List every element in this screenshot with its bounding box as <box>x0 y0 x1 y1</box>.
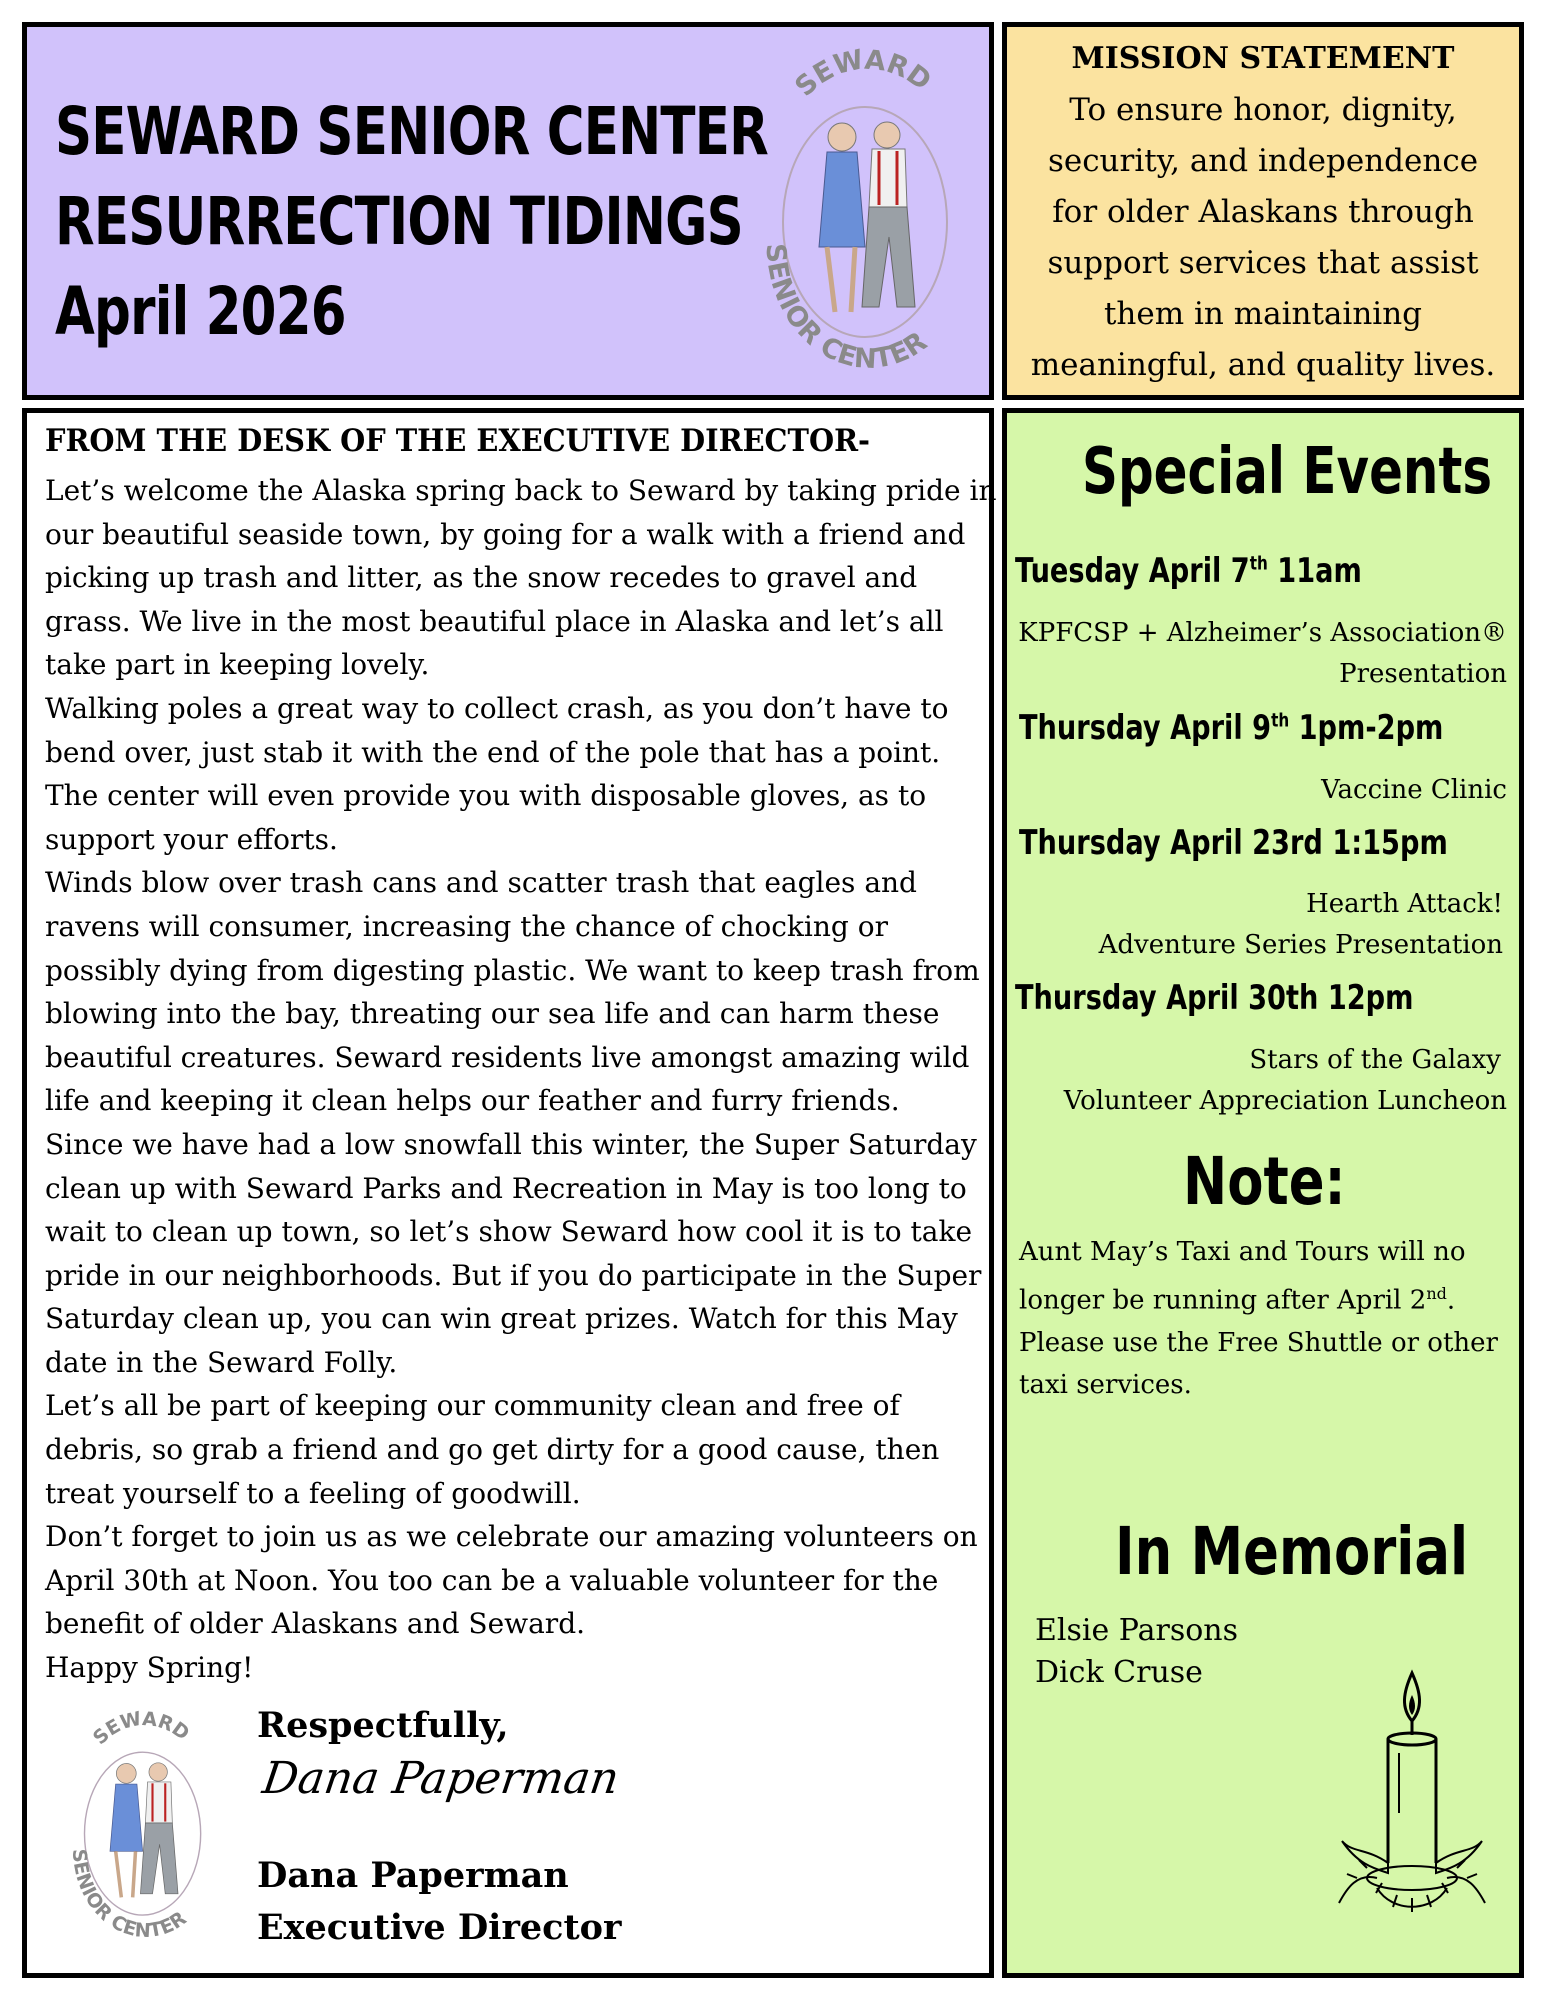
note-line: Please use the Free Shuttle or other <box>1019 1327 1498 1358</box>
letter-line: pride in our neighborhoods. But if you do participate in the Super <box>45 1258 982 1292</box>
letter-body <box>45 469 995 1690</box>
title-line-2: RESURRECTION TIDINGS <box>55 183 743 260</box>
svg-text:SENIOR CENTER: SENIOR CENTER <box>67 1848 191 1943</box>
mission-panel <box>1002 22 1524 400</box>
event-desc-line: Volunteer Appreciation Luncheon <box>1063 1086 1507 1116</box>
note-text <box>1019 1231 1498 1406</box>
event-time: 1pm-2pm <box>1289 708 1444 748</box>
handwritten-signature: Dana Paperman <box>259 1753 623 1804</box>
event-desc-line: KPFCSP + Alzheimer’s Association® <box>1018 618 1507 648</box>
event-date-suffix: th <box>1271 709 1290 732</box>
letter-line: The center will even provide you with disposable gloves, as to <box>45 779 927 813</box>
title-line-1: SEWARD SENIOR CENTER <box>55 93 769 170</box>
event-date <box>1019 823 1448 863</box>
letter-line: possibly dying from digesting plastic. We want to keep trash from <box>45 953 980 987</box>
header-panel <box>22 22 994 400</box>
event-time: 11am <box>1267 551 1362 591</box>
letter-line: blowing into the bay, threating our sea life and can harm these <box>45 997 940 1031</box>
event-date-text: Thursday April 30th 12pm <box>1015 978 1414 1018</box>
note-line: taxi services. <box>1019 1369 1192 1400</box>
candle-icon <box>1337 1663 1487 1923</box>
note-line-end: . <box>1446 1285 1456 1316</box>
signer-name: Dana Paperman <box>257 1855 569 1896</box>
memorial-name: Elsie Parsons <box>1035 1613 1239 1648</box>
signer-title: Executive Director <box>257 1907 622 1948</box>
event-date <box>1019 708 1443 748</box>
letter-line: wait to clean up town, so let’s show Seward how cool it is to take <box>45 1215 973 1249</box>
special-events-title: Special Events <box>1082 435 1493 509</box>
note-line <box>1019 1273 1498 1322</box>
letter-closing: Respectfully, <box>257 1705 509 1746</box>
letter-line: Happy Spring! <box>45 1651 254 1685</box>
note-line: Aunt May’s Taxi and Tours will no <box>1019 1237 1466 1267</box>
memorial-title: In Memorial <box>1115 1513 1469 1590</box>
event-description <box>1018 613 1507 695</box>
letter-line: April 30th at Noon. You too can be a valuable volunteer for the <box>45 1563 939 1597</box>
event-description <box>1321 770 1507 811</box>
letter-line: picking up trash and litter, as the snow recedes to gravel and <box>45 561 918 595</box>
event-desc-line: Stars of the Galaxy <box>1249 1045 1501 1075</box>
letter-line: our beautiful seaside town, by going for a walk with a friend and <box>45 517 966 551</box>
letter-line: Saturday clean up, you can win great prizes. Watch for this May <box>45 1302 958 1336</box>
event-description <box>1064 1040 1507 1122</box>
letter-line: clean up with Seward Parks and Recreation in May is too long to <box>45 1171 967 1205</box>
letter-line: bend over, just stab it with the end of the pole that has a point. <box>45 735 941 769</box>
letter-line: life and keeping it clean helps our feather and furry friends. <box>45 1084 900 1118</box>
letter-line: date in the Seward Folly. <box>45 1345 398 1379</box>
event-desc-line: Presentation <box>1339 659 1507 689</box>
mission-line: security, and independence <box>1047 143 1479 179</box>
svg-text:SEWARD: SEWARD <box>88 1706 194 1750</box>
mission-title: MISSION STATEMENT <box>1071 41 1455 76</box>
letter-line: support your efforts. <box>45 822 338 856</box>
svg-text:SENIOR CENTER: SENIOR CENTER <box>759 242 933 376</box>
letter-line: grass. We live in the most beautiful place in Alaska and let’s all <box>45 604 944 638</box>
mission-line: To ensure honor, dignity, <box>1069 92 1457 128</box>
memorial-name: Dick Cruse <box>1035 1655 1203 1690</box>
senior-center-logo <box>747 37 987 377</box>
letter-line: Since we have had a low snowfall this winter, the Super Saturday <box>45 1127 977 1161</box>
note-line-text: longer be running after April 2 <box>1019 1285 1427 1316</box>
event-date-text: Thursday April 23rd 1:15pm <box>1019 823 1448 863</box>
letter-line: Walking poles a great way to collect crash, as you don’t have to <box>45 691 949 725</box>
letter-line: Don’t forget to join us as we celebrate our amazing volunteers on <box>45 1520 978 1554</box>
mission-line: meaningful, and quality lives. <box>1030 347 1496 383</box>
letter-line: Winds blow over trash cans and scatter trash that eagles and <box>45 866 917 900</box>
letter-line: ravens will consumer, increasing the chance of chocking or <box>45 909 888 943</box>
event-desc-line: Hearth Attack! <box>1306 889 1503 919</box>
note-date-suffix: nd <box>1426 1284 1447 1303</box>
mission-line: them in maintaining <box>1103 296 1423 332</box>
event-date <box>1015 551 1362 591</box>
mission-statement <box>1019 85 1507 391</box>
letter-heading: FROM THE DESK OF THE EXECUTIVE DIRECTOR- <box>45 423 870 459</box>
letter-line: benefit of older Alaskans and Seward. <box>45 1607 586 1641</box>
events-panel <box>1002 408 1524 1978</box>
event-date-suffix: th <box>1249 552 1268 575</box>
event-date <box>1015 978 1413 1018</box>
mission-line: for older Alaskans through <box>1052 194 1474 230</box>
senior-center-logo-small <box>59 1693 229 1953</box>
event-description <box>1099 884 1503 966</box>
note-title: Note: <box>1183 1143 1346 1220</box>
title-line-3: April 2026 <box>55 273 346 350</box>
letter-line: Let’s all be part of keeping our community clean and free of <box>45 1389 900 1423</box>
event-desc-line: Adventure Series Presentation <box>1098 930 1503 960</box>
event-date-text: Thursday April 9 <box>1019 708 1272 748</box>
letter-line: debris, so grab a friend and go get dirty for a good cause, then <box>45 1433 940 1467</box>
mission-line: support services that assist <box>1047 245 1479 281</box>
letter-line: take part in keeping lovely. <box>45 648 430 682</box>
letter-line: beautiful creatures. Seward residents live amongst amazing wild <box>45 1040 970 1074</box>
letter-line: treat yourself to a feeling of goodwill. <box>45 1476 581 1510</box>
letter-line: Let’s welcome the Alaska spring back to Seward by taking pride in <box>45 474 997 507</box>
event-date-text: Tuesday April 7 <box>1015 551 1250 591</box>
event-desc-line: Vaccine Clinic <box>1321 775 1507 805</box>
director-letter-panel <box>22 408 997 1978</box>
svg-text:SEWARD: SEWARD <box>789 44 937 103</box>
